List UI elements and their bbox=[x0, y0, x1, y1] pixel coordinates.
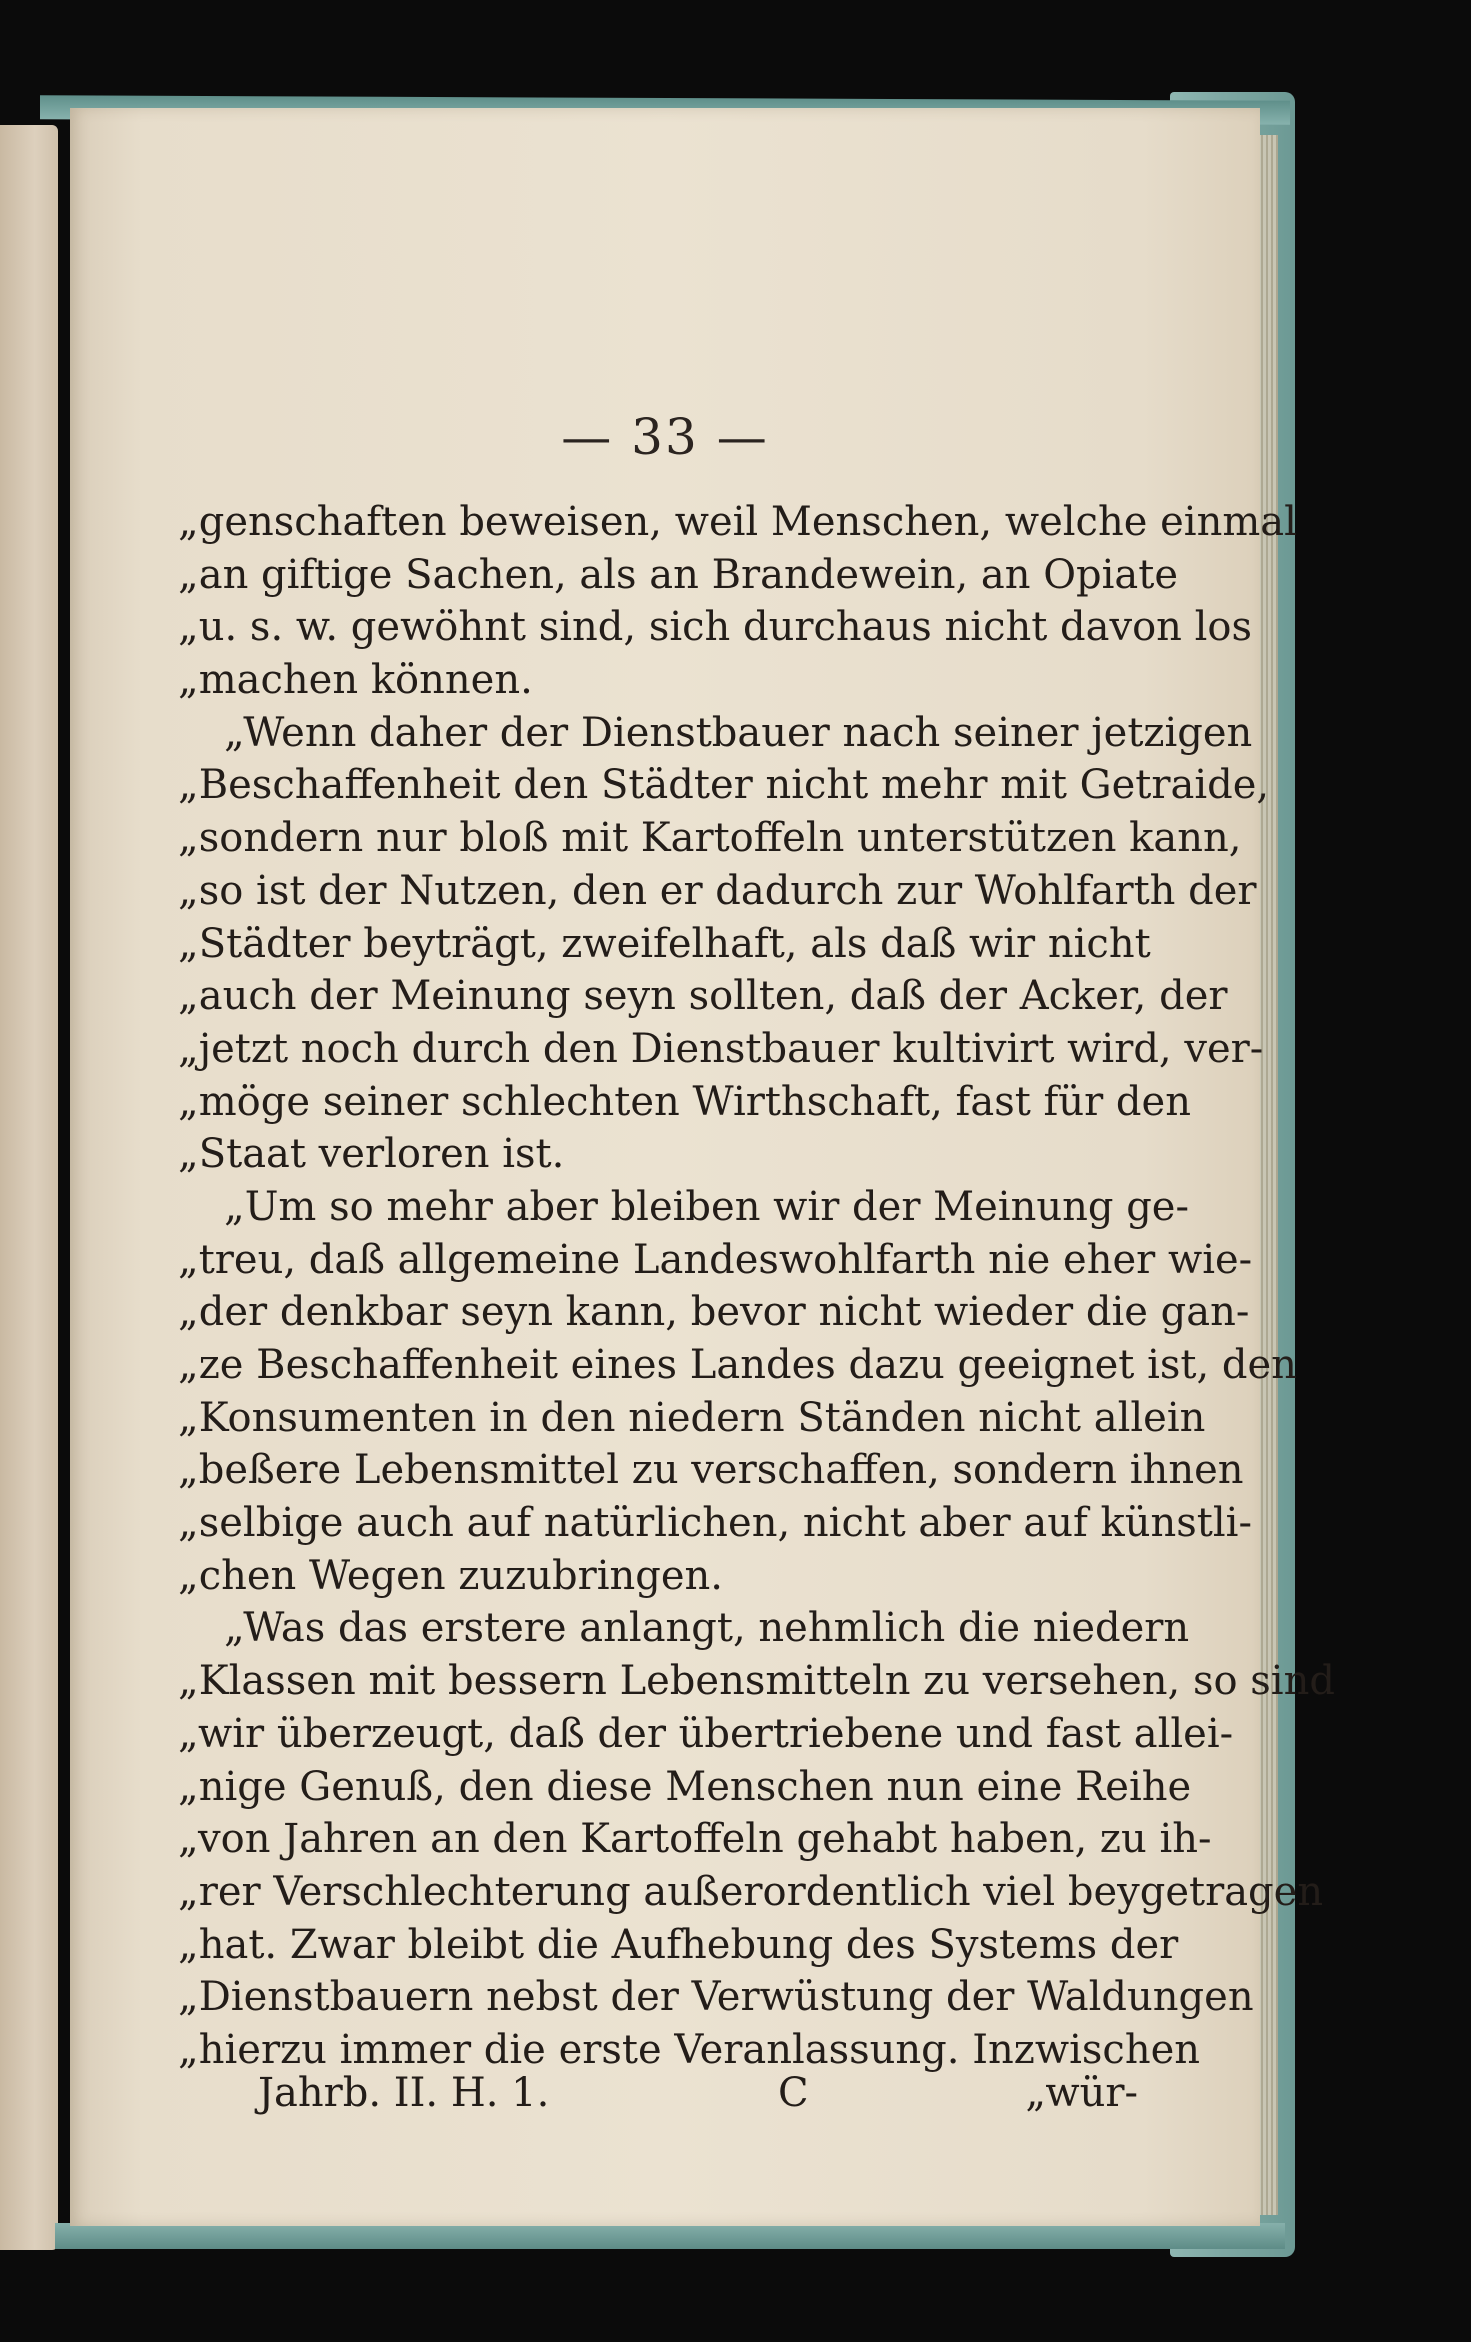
text-line: „jetzt noch durch den Dienstbauer kultivirt wird, ver- bbox=[178, 1025, 1264, 1072]
text-line: „Klassen mit bessern Lebensmitteln zu versehen, so sind bbox=[178, 1658, 1335, 1705]
text-line: „treu, daß allgemeine Landeswohlfarth nie eher wie- bbox=[178, 1236, 1253, 1283]
text-line: „hierzu immer die erste Veranlassung. Inzwischen bbox=[178, 2026, 1201, 2073]
text-line: „u. s. w. gewöhnt sind, sich durchaus nicht davon los bbox=[178, 604, 1253, 651]
text-line: „ze Beschaffenheit eines Landes dazu geeignet ist, den bbox=[178, 1342, 1297, 1388]
text-line: „Konsumenten in den niedern Ständen nicht allein bbox=[178, 1394, 1206, 1441]
text-line: „Beschaffenheit den Städter nicht mehr mit Getraide, bbox=[178, 762, 1270, 809]
text-line: „an giftige Sachen, als an Brandewein, an Opiate bbox=[178, 551, 1178, 598]
cover-bottom-edge bbox=[55, 2223, 1285, 2249]
text-line: „so ist der Nutzen, den er dadurch zur Wohlfarth der bbox=[178, 867, 1257, 914]
text-line: „Staat verloren ist. bbox=[178, 1131, 565, 1178]
text-line: „Dienstbauern nebst der Verwüstung der Waldungen bbox=[178, 1974, 1254, 2021]
text-line: „sondern nur bloß mit Kartoffeln unterstützen kann, bbox=[178, 815, 1242, 862]
catchword: „wür- bbox=[1025, 2070, 1138, 2116]
text-line: „von Jahren an den Kartoffeln gehabt haben, zu ih- bbox=[178, 1816, 1212, 1863]
text-line: „selbige auch auf natürlichen, nicht aber auf künstli- bbox=[178, 1500, 1252, 1547]
text-line: „hat. Zwar bleibt die Aufhebung des Systems der bbox=[178, 1921, 1179, 1968]
text-line: „Städter beyträgt, zweifelhaft, als daß wir nicht bbox=[178, 920, 1151, 967]
page-header: — 33 — bbox=[561, 408, 769, 466]
text-line: „rer Verschlechterung außerordentlich viel beygetragen bbox=[178, 1868, 1324, 1915]
left-page-edge bbox=[0, 125, 58, 2250]
text-line: „der denkbar seyn kann, bevor nicht wieder die gan- bbox=[178, 1289, 1250, 1336]
text-line: „nige Genuß, den diese Menschen nun eine Reihe bbox=[178, 1763, 1192, 1810]
signature-mark: C bbox=[778, 2070, 809, 2116]
book-page bbox=[70, 108, 1335, 2226]
text-line: „chen Wegen zuzubringen. bbox=[178, 1552, 724, 1599]
journal-reference: Jahrb. II. H. 1. bbox=[258, 2070, 550, 2116]
body-text bbox=[178, 496, 1335, 2077]
text-line: „auch der Meinung seyn sollten, daß der Acker, der bbox=[178, 973, 1228, 1020]
text-line: „beßere Lebensmittel zu verschaffen, sondern ihnen bbox=[178, 1447, 1244, 1494]
text-line: „möge seiner schlechten Wirthschaft, fast für den bbox=[178, 1078, 1191, 1125]
page-footer bbox=[188, 2070, 1138, 2126]
text-line: „Was das erstere anlangt, nehmlich die niedern bbox=[224, 1605, 1190, 1652]
text-line: „Wenn daher der Dienstbauer nach seiner jetzigen bbox=[224, 709, 1253, 756]
text-line: „genschaften beweisen, weil Menschen, welche einmal bbox=[178, 499, 1297, 545]
text-line: „wir überzeugt, daß der übertriebene und fast allei- bbox=[178, 1710, 1234, 1757]
text-line: „machen können. bbox=[178, 657, 533, 704]
text-line: „Um so mehr aber bleiben wir der Meinung ge- bbox=[224, 1183, 1189, 1230]
